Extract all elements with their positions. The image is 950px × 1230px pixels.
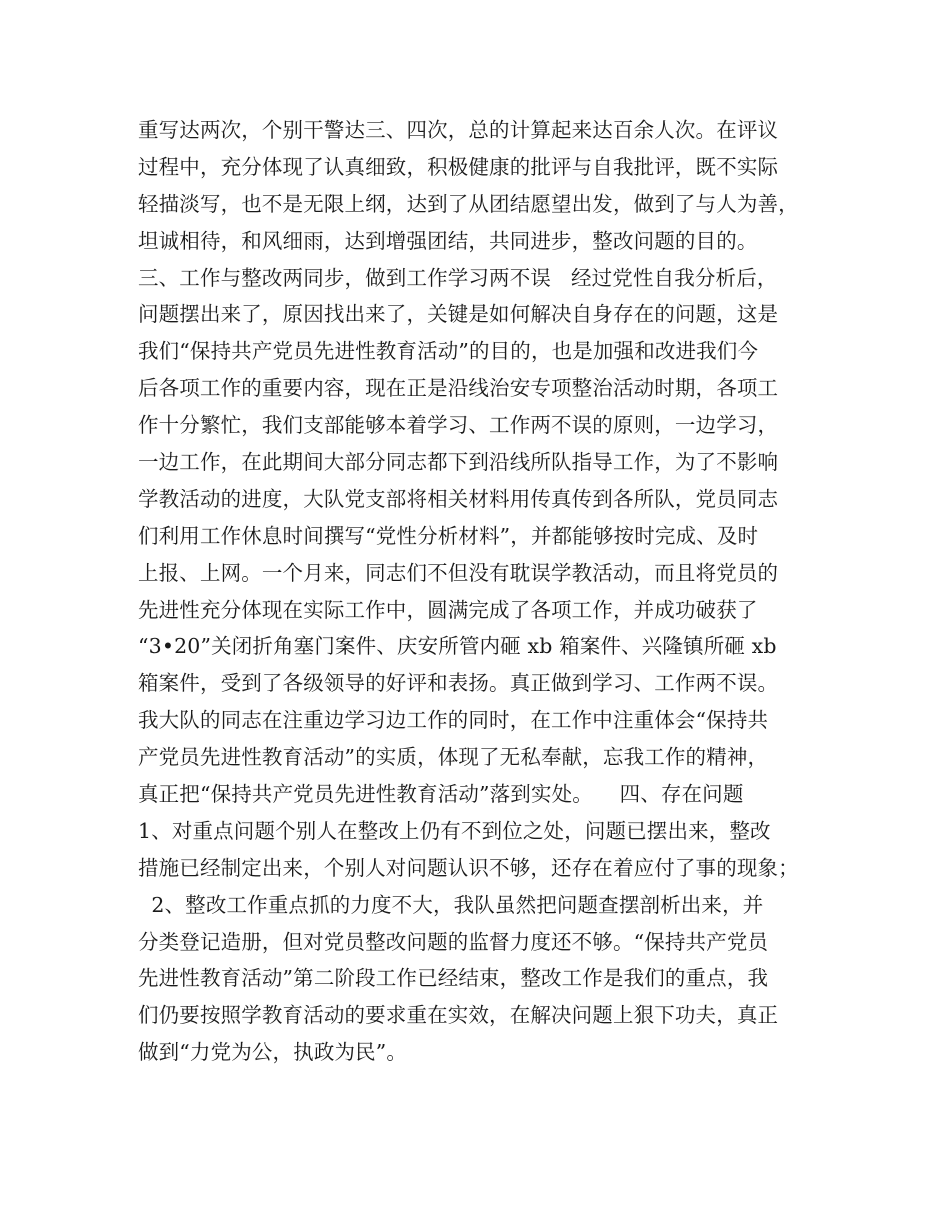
text-line: 1、对重点问题个别人在整改上仍有不到位之处，问题已摆出来，整改 <box>138 818 771 843</box>
text-line: 做到“力党为公，执政为民”。 <box>138 1040 408 1065</box>
text-line: 先进性充分体现在实际工作中，圆满完成了各项工作，并成功破获了 <box>138 597 758 622</box>
text-line: 措施已经制定出来，个别人对问题认识不够，还存在着应付了事的现象； <box>138 855 799 880</box>
text-line: 轻描淡写，也不是无限上纲，达到了从团结愿望出发，做到了与人为善， <box>138 191 799 216</box>
body-text <box>138 112 838 1071</box>
text-line: 箱案件，受到了各级领导的好评和表扬。真正做到学习、工作两不误。 <box>138 671 779 696</box>
text-line: 作十分繁忙，我们支部能够本着学习、工作两不误的原则，一边学习， <box>138 413 779 438</box>
text-line: 们利用工作休息时间撰写“党性分析材料”，并都能够按时完成、及时 <box>138 523 759 548</box>
text-line: 一边工作，在此期间大部分同志都下到沿线所队指导工作，为了不影响 <box>138 450 779 475</box>
text-line: 分类登记造册，但对党员整改问题的监督力度还不够。“保持共产党员 <box>138 929 769 954</box>
text-line: 我们“保持共产党员先进性教育活动”的目的，也是加强和改进我们今 <box>138 339 759 364</box>
text-line: 三、工作与整改两同步，做到工作学习两不误 经过党性自我分析后， <box>138 265 778 290</box>
text-line: 先进性教育活动”第二阶段工作已经结束，整改工作是我们的重点，我 <box>138 966 769 991</box>
text-line: 坦诚相待，和风细雨，达到增强团结，共同进步，整改问题的目的。 <box>138 228 758 253</box>
text-line: 我大队的同志在注重边学习边工作的同时，在工作中注重体会“保持共 <box>138 708 769 733</box>
text-line: 真正把“保持共产党员先进性教育活动”落到实处。 四、存在问题 <box>138 782 744 807</box>
text-line: 后各项工作的重要内容，现在正是沿线治安专项整治活动时期，各项工 <box>138 376 779 401</box>
text-line: 重写达两次，个别干警达三、四次，总的计算起来达百余人次。在评议 <box>138 118 779 142</box>
text-line: 产党员先进性教育活动”的实质，体现了无私奉献，忘我工作的精神， <box>138 745 769 770</box>
text-line: 上报、上网。一个月来，同志们不但没有耽误学教活动，而且将党员的 <box>138 560 779 585</box>
text-line: 问题摆出来了，原因找出来了，关键是如何解决自身存在的问题，这是 <box>138 302 779 327</box>
text-line: 2、整改工作重点抓的力度不大，我队虽然把问题查摆剖析出来，并 <box>138 892 764 917</box>
text-line: 过程中，充分体现了认真细致，积极健康的批评与自我批评，既不实际 <box>138 154 779 179</box>
text-line: “3•20”关闭折角塞门案件、庆安所管内砸 xb 箱案件、兴隆镇所砸 xb <box>138 634 777 659</box>
text-line: 们仍要按照学教育活动的要求重在实效，在解决问题上狠下功夫，真正 <box>138 1003 779 1028</box>
text-line: 学教活动的进度，大队党支部将相关材料用传真传到各所队，党员同志 <box>138 486 779 511</box>
